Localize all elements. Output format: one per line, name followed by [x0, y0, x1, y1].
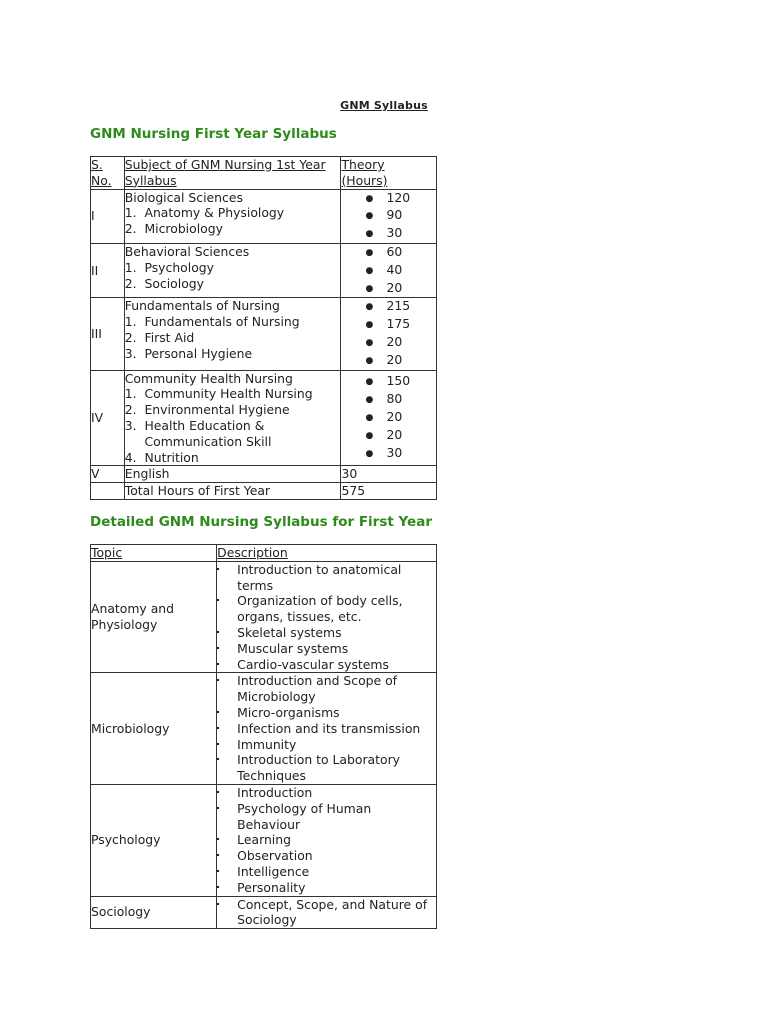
description-line: terms [237, 577, 274, 593]
cell-description [217, 561, 437, 673]
cell-hours [341, 243, 437, 297]
header-theory [341, 157, 437, 190]
hours-value: 30 [386, 444, 403, 460]
cell-hours: 30 [341, 466, 437, 483]
table-row [91, 370, 437, 466]
header-theory-line: Theory [341, 157, 385, 172]
first-year-heading: GNM Nursing First Year Syllabus [90, 126, 337, 142]
description-item [217, 625, 436, 641]
table-row-english [91, 466, 437, 483]
subject-item: 4. Nutrition [124, 449, 199, 465]
bullet-icon [217, 903, 219, 905]
subject-item: 1. Anatomy & Physiology [124, 205, 285, 221]
bullet-icon: ● [365, 395, 374, 406]
subject-item: 3. Health Education & [124, 417, 265, 433]
bullet-icon: ● [365, 265, 374, 276]
cell-subject: English [124, 466, 341, 483]
description-line: Immunity [237, 736, 297, 752]
cell-description [217, 784, 437, 896]
document-title-text: GNM Syllabus [340, 99, 428, 112]
table-row [91, 784, 437, 896]
bullet-icon [217, 791, 219, 793]
hours-item [341, 225, 436, 243]
description-line: Introduction to Laboratory [237, 752, 401, 768]
header-topic: Topic [91, 545, 217, 562]
detailed-table-body [91, 545, 437, 929]
hours-value: 215 [386, 298, 411, 314]
hours-item [341, 190, 436, 208]
description-line: Behaviour [237, 816, 301, 832]
document-title [0, 99, 768, 112]
bullet-icon [217, 679, 219, 681]
subject-item: 3. Personal Hygiene [124, 345, 253, 361]
description-item [217, 880, 436, 896]
cell-topic [91, 561, 217, 673]
topic-line: Sociology [91, 904, 151, 920]
description-line: Infection and its transmission [237, 720, 421, 736]
cell-subject [124, 243, 341, 297]
description-line: organs, tissues, etc. [237, 609, 362, 625]
hours-item [341, 298, 436, 316]
cell-sno-empty [91, 483, 125, 500]
hours-value: 175 [386, 316, 411, 332]
header-subject [124, 157, 341, 190]
description-line: Learning [237, 832, 291, 848]
bullet-icon: ● [365, 193, 374, 204]
topic-line: Psychology [91, 832, 161, 848]
table-row [91, 243, 437, 297]
description-line: Techniques [237, 768, 307, 784]
bullet-icon: ● [365, 430, 374, 441]
bullet-icon [217, 711, 219, 713]
hours-value: 30 [386, 225, 403, 241]
first-year-syllabus-table [90, 156, 437, 500]
bullet-icon [217, 758, 219, 760]
description-item [217, 657, 436, 673]
bullet-icon: ● [365, 355, 374, 366]
cell-hours [341, 298, 437, 370]
bullet-icon: ● [365, 448, 374, 459]
description-line: Micro-organisms [237, 704, 340, 720]
cell-sno: II [91, 243, 125, 297]
description-item [217, 752, 436, 784]
bullet-icon: ● [365, 413, 374, 424]
bullet-icon: ● [365, 320, 374, 331]
bullet-icon: ● [365, 337, 374, 348]
header-sno-line: S. [91, 157, 103, 172]
description-item [217, 801, 436, 833]
hours-value: 20 [386, 409, 403, 425]
cell-topic [91, 673, 217, 785]
hours-item [341, 352, 436, 370]
table-row [91, 189, 437, 243]
bullet-icon [217, 647, 219, 649]
header-subject-line: Syllabus [124, 172, 177, 188]
description-line: Introduction and Scope of [237, 673, 398, 689]
description-item [217, 737, 436, 753]
bullet-icon [217, 838, 219, 840]
header-theory-line: (Hours) [341, 172, 388, 188]
bullet-icon: ● [365, 283, 374, 294]
hours-item [341, 207, 436, 225]
cell-subject [124, 298, 341, 370]
topic-line: Microbiology [91, 720, 170, 736]
bullet-icon: ● [365, 211, 374, 222]
hours-item [341, 262, 436, 280]
cell-subject [124, 189, 341, 243]
hours-value: 150 [386, 373, 411, 389]
subject-group: Community Health Nursing [124, 370, 293, 386]
hours-value: 60 [386, 243, 403, 259]
subject-item: 1. Psychology [124, 259, 214, 275]
cell-subject [124, 370, 341, 466]
bullet-icon [217, 743, 219, 745]
description-item [217, 641, 436, 657]
description-item [217, 848, 436, 864]
detailed-syllabus-heading: Detailed GNM Nursing Syllabus for First Year [90, 514, 432, 530]
cell-total-hours: 575 [341, 483, 437, 500]
subject-item: Communication Skill [124, 433, 272, 449]
hours-item [341, 427, 436, 445]
hours-item [341, 280, 436, 298]
bullet-icon [217, 568, 219, 570]
description-line: Muscular systems [237, 640, 349, 656]
bullet-icon [217, 854, 219, 856]
header-subject-line: Subject of GNM Nursing 1st Year [124, 157, 326, 172]
table-header-row [91, 545, 437, 562]
description-line: Observation [237, 848, 313, 864]
topic-line: Physiology [91, 617, 158, 633]
description-line: Introduction [237, 784, 313, 800]
description-line: Skeletal systems [237, 624, 342, 640]
cell-hours [341, 189, 437, 243]
hours-value: 90 [386, 207, 403, 223]
hours-item [341, 244, 436, 262]
subject-item: 2. Sociology [124, 275, 204, 291]
cell-sno: IV [91, 370, 125, 466]
table-row-total [91, 483, 437, 500]
header-description: Description [217, 545, 437, 562]
detailed-syllabus-table [90, 544, 437, 929]
description-item [217, 864, 436, 880]
cell-topic [91, 784, 217, 896]
hours-item [341, 373, 436, 391]
description-line: Personality [237, 879, 306, 895]
description-line: Introduction to anatomical [237, 561, 402, 577]
topic-line: Anatomy and [91, 601, 175, 617]
bullet-icon: ● [365, 229, 374, 240]
hours-value: 20 [386, 279, 403, 295]
description-item [217, 897, 436, 929]
description-line: Intelligence [237, 863, 310, 879]
table-row [91, 896, 437, 929]
hours-item [341, 445, 436, 463]
cell-total-label: Total Hours of First Year [124, 483, 341, 500]
hours-value: 20 [386, 426, 403, 442]
cell-sno: I [91, 189, 125, 243]
hours-item [341, 391, 436, 409]
cell-sno: III [91, 298, 125, 370]
subject-group: Behavioral Sciences [124, 243, 250, 259]
table-row [91, 673, 437, 785]
bullet-icon [217, 727, 219, 729]
subject-group: Fundamentals of Nursing [124, 298, 280, 314]
description-line: Psychology of Human [237, 800, 372, 816]
subject-group: Biological Sciences [124, 189, 243, 205]
bullet-icon: ● [365, 377, 374, 388]
cell-hours [341, 370, 437, 466]
description-item [217, 721, 436, 737]
hours-item [341, 316, 436, 334]
cell-topic [91, 896, 217, 929]
bullet-icon [217, 663, 219, 665]
description-line: Organization of body cells, [237, 593, 403, 609]
table-header-row [91, 157, 437, 190]
description-line: Concept, Scope, and Nature of [237, 896, 428, 912]
description-item [217, 673, 436, 705]
description-line: Sociology [237, 912, 297, 928]
table-row [91, 561, 437, 673]
description-line: Microbiology [237, 689, 316, 705]
header-sno [91, 157, 125, 190]
description-line: Cardio-vascular systems [237, 656, 389, 672]
bullet-icon [217, 807, 219, 809]
header-sno-line: No. [91, 172, 112, 188]
cell-description [217, 896, 437, 929]
subject-item: 2. Microbiology [124, 221, 223, 237]
description-item [217, 593, 436, 625]
hours-value: 20 [386, 351, 403, 367]
hours-value: 20 [386, 333, 403, 349]
bullet-icon [217, 886, 219, 888]
bullet-icon: ● [365, 302, 374, 313]
hours-item [341, 409, 436, 427]
description-item [217, 785, 436, 801]
bullet-icon [217, 870, 219, 872]
hours-value: 40 [386, 261, 403, 277]
cell-description [217, 673, 437, 785]
hours-item [341, 334, 436, 352]
hours-value: 80 [386, 391, 403, 407]
bullet-icon [217, 631, 219, 633]
subject-item: 1. Fundamentals of Nursing [124, 314, 300, 330]
hours-value: 120 [386, 189, 411, 205]
subject-item: 2. First Aid [124, 329, 195, 345]
bullet-icon: ● [365, 247, 374, 258]
first-year-table-body [91, 157, 437, 500]
description-item [217, 832, 436, 848]
subject-item: 2. Environmental Hygiene [124, 402, 290, 418]
subject-item: 1. Community Health Nursing [124, 386, 313, 402]
description-item [217, 562, 436, 594]
table-row [91, 298, 437, 370]
description-item [217, 705, 436, 721]
bullet-icon [217, 599, 219, 601]
cell-sno: V [91, 466, 125, 483]
